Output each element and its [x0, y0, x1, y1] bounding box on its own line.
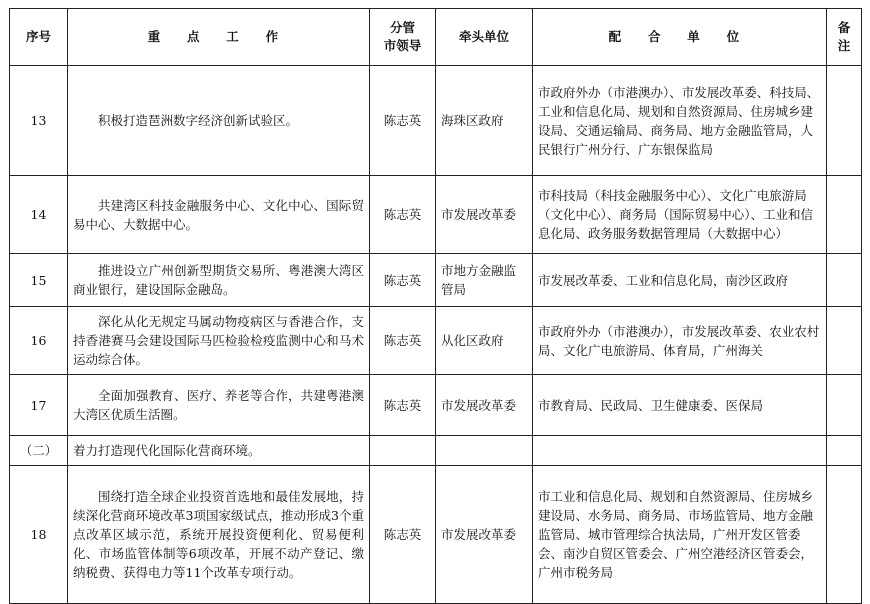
row-no: 18 [10, 466, 68, 604]
row-leader: 陈志英 [370, 66, 436, 176]
table-row [10, 66, 862, 176]
row-no: 14 [10, 176, 68, 254]
section-empty [827, 436, 862, 466]
table-row [10, 254, 862, 307]
row-leader: 陈志英 [370, 375, 436, 436]
row-coop: 市政府外办（市港澳办），市发展改革委、农业农村局、文化广电旅游局、体育局，广州海关 [533, 307, 827, 375]
row-task: 积极打造琶洲数字经济创新试验区。 [68, 66, 370, 176]
row-coop: 市科技局（科技金融服务中心）、文化广电旅游局（文化中心）、商务局（国际贸易中心）、工业和信息化局、政务服务数据管理局（大数据中心） [533, 176, 827, 254]
row-coop: 市工业和信息化局、规划和自然资源局、住房城乡建设局、水务局、商务局、市场监管局、地方金融监管局、城市管理综合执法局，广州开发区管委会、南沙自贸区管委会、广州空港经济区管委会，广州市税务局 [533, 466, 827, 604]
row-remark [827, 375, 862, 436]
header-coop [533, 9, 827, 66]
row-no: 15 [10, 254, 68, 307]
row-coop: 市发展改革委、工业和信息化局，南沙区政府 [533, 254, 827, 307]
section-empty [370, 436, 436, 466]
table-row [10, 466, 862, 604]
header-row [10, 9, 862, 66]
header-leader-line1: 分管 [389, 20, 415, 35]
row-lead-dept: 市地方金融监管局 [436, 254, 533, 307]
row-leader: 陈志英 [370, 466, 436, 604]
header-task [68, 9, 370, 66]
header-task-label: 重 点 工 作 [147, 29, 290, 44]
section-no: （二） [10, 436, 68, 466]
row-lead-dept: 从化区政府 [436, 307, 533, 375]
row-coop: 市政府外办（市港澳办）、市发展改革委、科技局、工业和信息化局、规划和自然资源局、住房城乡建设局、交通运输局、商务局、地方金融监管局，人民银行广州分行、广东银保监局 [533, 66, 827, 176]
row-lead-dept: 市发展改革委 [436, 466, 533, 604]
row-task: 共建湾区科技金融服务中心、文化中心、国际贸易中心、大数据中心。 [68, 176, 370, 254]
row-lead-dept: 海珠区政府 [436, 66, 533, 176]
row-no: 13 [10, 66, 68, 176]
row-remark [827, 254, 862, 307]
row-remark [827, 176, 862, 254]
row-remark [827, 466, 862, 604]
row-lead-dept: 市发展改革委 [436, 375, 533, 436]
work-task-table [9, 8, 862, 604]
section-row [10, 436, 862, 466]
section-empty [436, 436, 533, 466]
header-leader [370, 9, 436, 66]
header-no: 序号 [10, 9, 68, 66]
row-coop: 市教育局、民政局、卫生健康委、医保局 [533, 375, 827, 436]
row-remark [827, 66, 862, 176]
row-task: 深化从化无规定马属动物疫病区与香港合作，支持香港赛马会建设国际马匹检验检疫监测中心和马术运动综合体。 [68, 307, 370, 375]
table-row [10, 307, 862, 375]
row-remark [827, 307, 862, 375]
row-task: 推进设立广州创新型期货交易所、粤港澳大湾区商业银行，建设国际金融岛。 [68, 254, 370, 307]
row-leader: 陈志英 [370, 254, 436, 307]
section-empty [533, 436, 827, 466]
row-no: 17 [10, 375, 68, 436]
section-title: 着力打造现代化国际化营商环境。 [68, 436, 370, 466]
table-row [10, 375, 862, 436]
row-lead-dept: 市发展改革委 [436, 176, 533, 254]
row-task: 围绕打造全球企业投资首选地和最佳发展地，持续深化营商环境改革3项国家级试点，推动形成3个重点改革区域示范，系统开展投资便利化、贸易便利化、市场监管体制等6项改革，开展不动产登记、缴纳税费、获得电力等11个改革专项行动。 [68, 466, 370, 604]
header-remark: 备注 [827, 9, 862, 66]
row-leader: 陈志英 [370, 176, 436, 254]
table-row [10, 176, 862, 254]
header-leader-line2: 市领导 [383, 38, 422, 53]
row-task: 全面加强教育、医疗、养老等合作，共建粤港澳大湾区优质生活圈。 [68, 375, 370, 436]
header-coop-label: 配 合 单 位 [608, 29, 751, 44]
row-no: 16 [10, 307, 68, 375]
row-leader: 陈志英 [370, 307, 436, 375]
header-lead-dept: 牵头单位 [436, 9, 533, 66]
